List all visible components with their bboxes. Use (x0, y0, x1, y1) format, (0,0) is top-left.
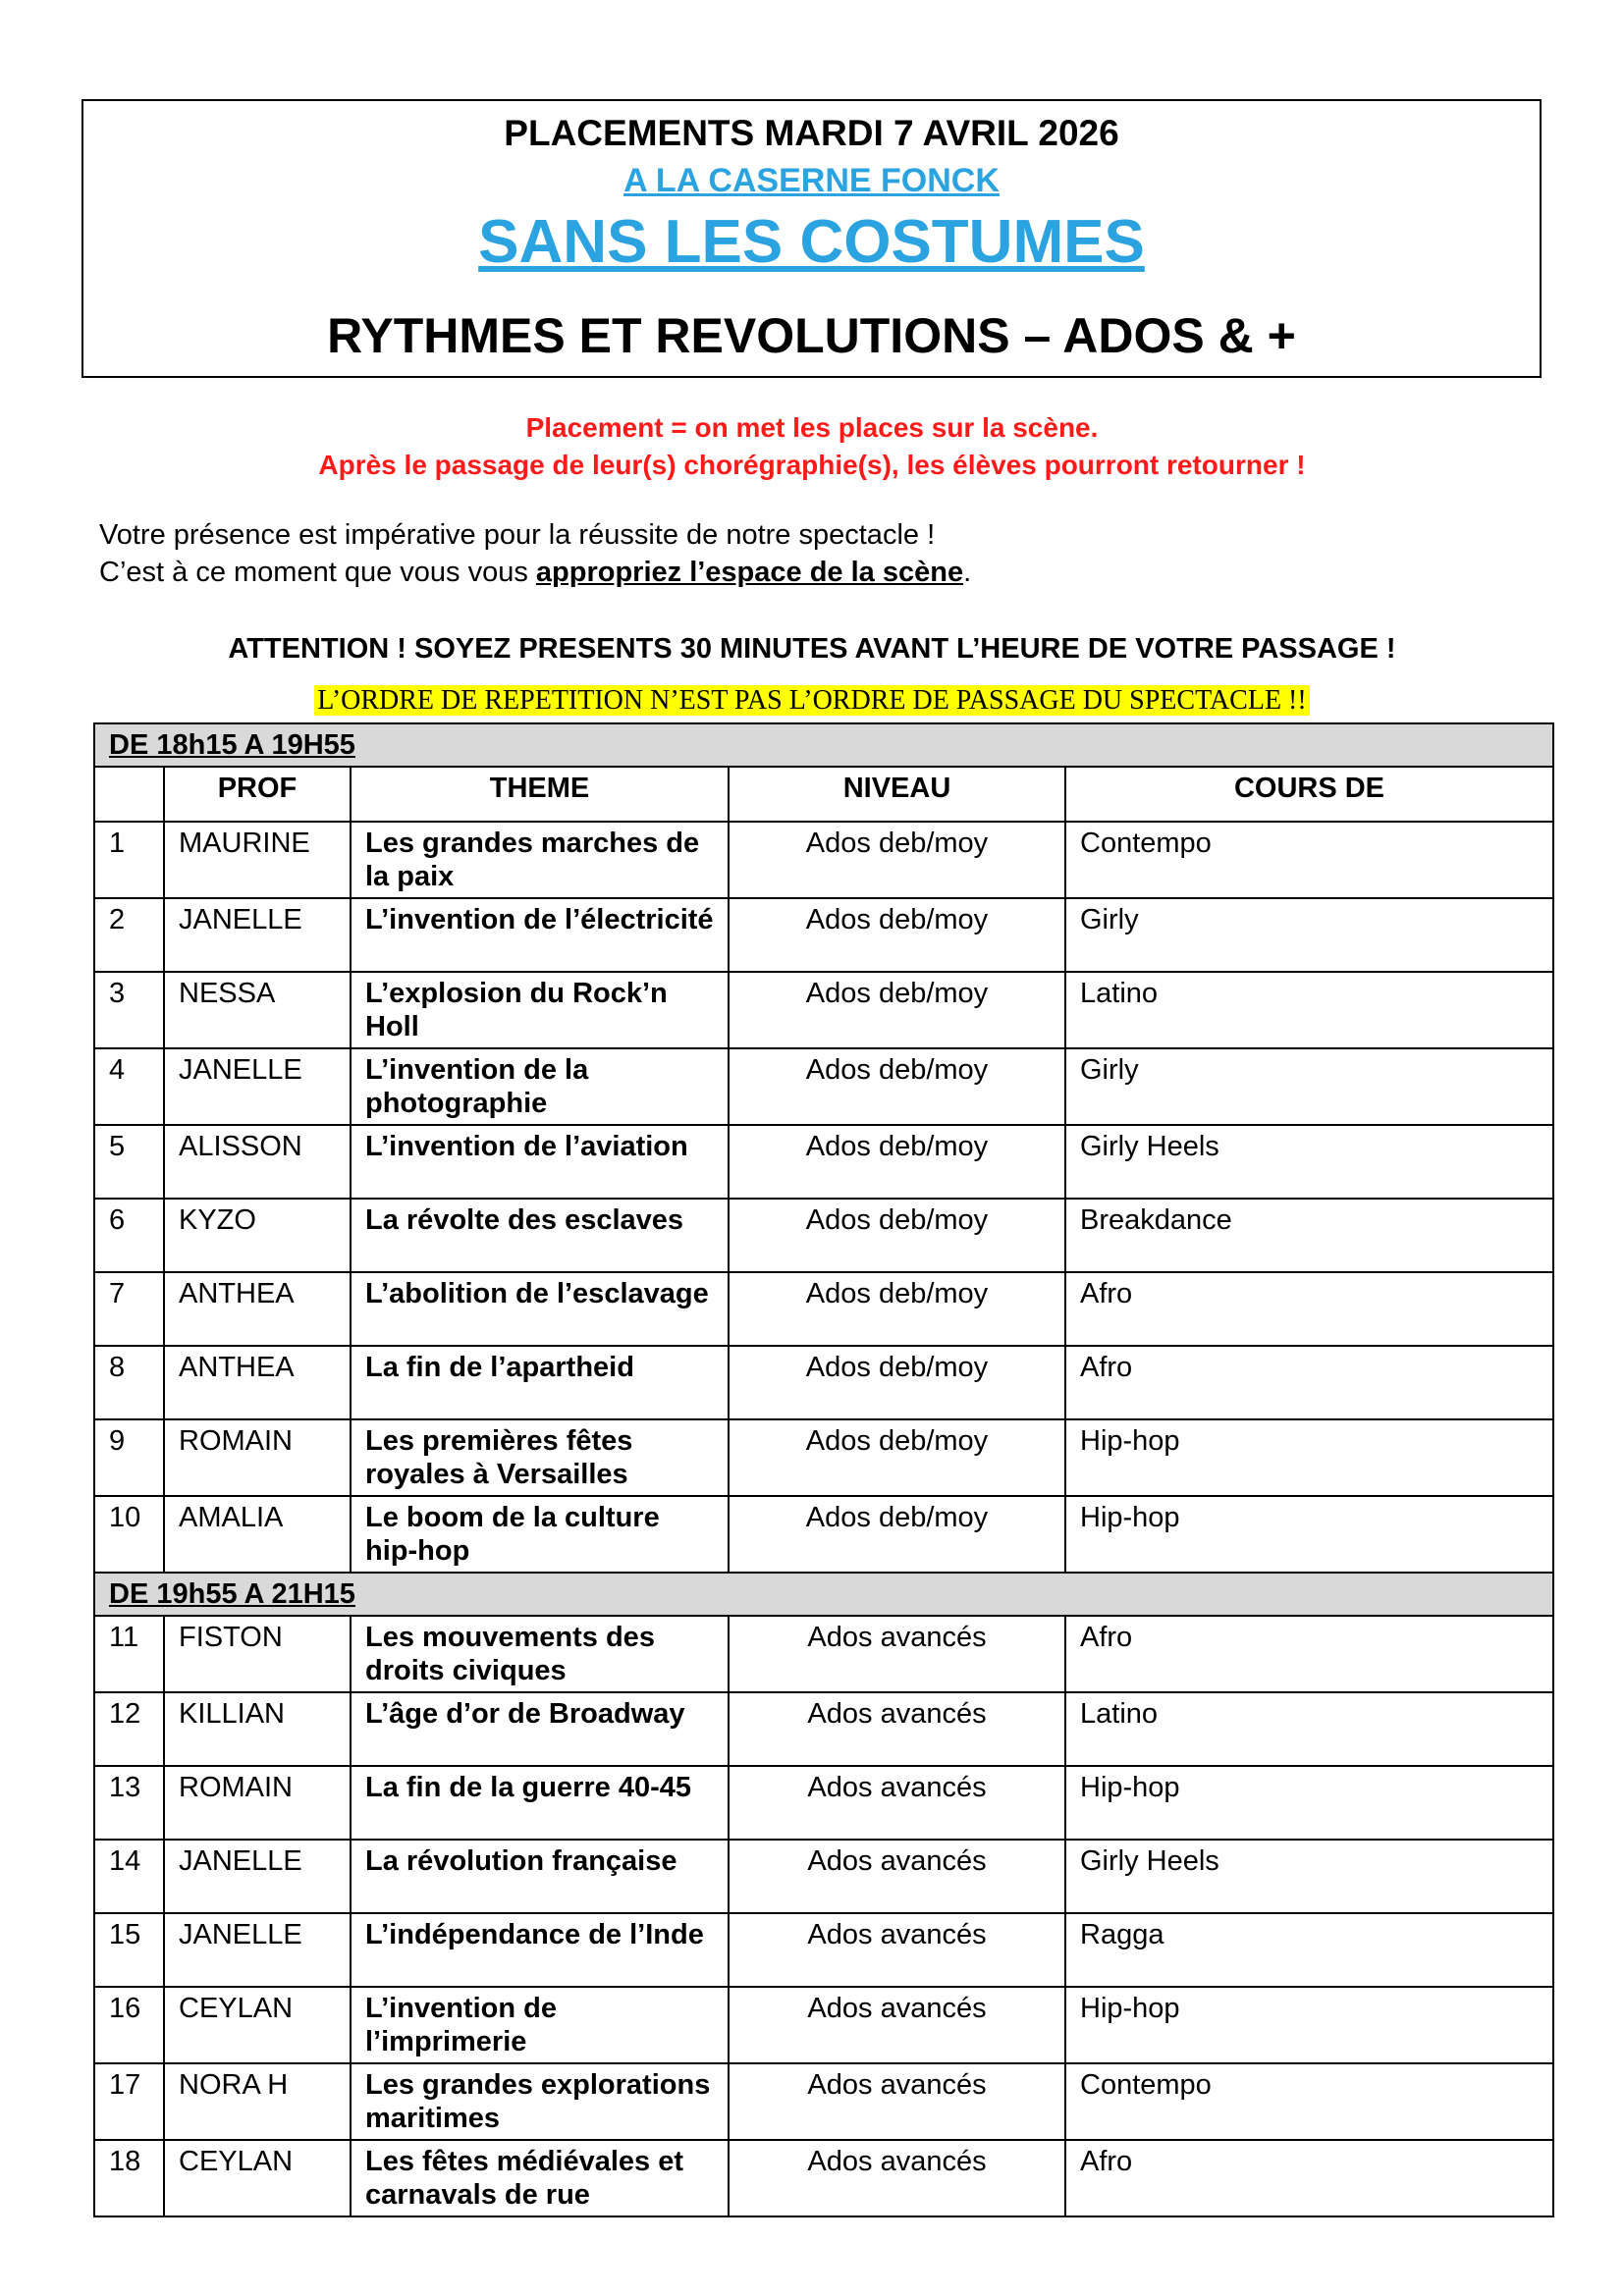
row-number: 10 (94, 1496, 164, 1573)
row-niveau: Ados avancés (729, 2063, 1065, 2140)
row-theme: L’indépendance de l’Inde (351, 1913, 729, 1987)
page-title: PLACEMENTS MARDI 7 AVRIL 2026 (504, 113, 1119, 153)
table-row (94, 1496, 1553, 1573)
intro-line-2-emphasis: appropriez l’espace de la scène (535, 557, 964, 588)
row-number: 13 (94, 1766, 164, 1840)
row-number: 1 (94, 822, 164, 898)
row-cours: Breakdance (1065, 1199, 1553, 1272)
row-theme: La fin de la guerre 40-45 (351, 1766, 729, 1840)
row-prof: KILLIAN (164, 1692, 351, 1766)
row-theme: L’explosion du Rock’n Holl (351, 972, 729, 1048)
row-niveau: Ados deb/moy (729, 972, 1065, 1048)
row-niveau: Ados avancés (729, 2140, 1065, 2216)
row-theme: L’âge d’or de Broadway (351, 1692, 729, 1766)
column-niveau: NIVEAU (729, 767, 1065, 822)
row-cours: Girly (1065, 898, 1553, 972)
row-number: 2 (94, 898, 164, 972)
table-row (94, 1199, 1553, 1272)
column-cours: COURS DE (1065, 767, 1553, 822)
intro-line-2-prefix: C’est à ce moment que vous vous (99, 557, 536, 588)
row-number: 12 (94, 1692, 164, 1766)
section-header-row (94, 1573, 1553, 1616)
row-theme: L’abolition de l’esclavage (351, 1272, 729, 1346)
row-number: 8 (94, 1346, 164, 1419)
attention-note: ATTENTION ! SOYEZ PRESENTS 30 MINUTES AVANT L’HEURE DE VOTRE PASSAGE ! (228, 633, 1396, 665)
row-cours: Afro (1065, 1616, 1553, 1692)
table-row (94, 1840, 1553, 1913)
row-theme: La révolte des esclaves (351, 1199, 729, 1272)
row-prof: ALISSON (164, 1125, 351, 1199)
column-prof: PROF (164, 767, 351, 822)
row-theme: L’invention de l’électricité (351, 898, 729, 972)
row-theme: L’invention de l’imprimerie (351, 1987, 729, 2063)
row-prof: JANELLE (164, 1913, 351, 1987)
row-number: 16 (94, 1987, 164, 2063)
row-theme: Les grandes marches de la paix (351, 822, 729, 898)
row-niveau: Ados deb/moy (729, 1419, 1065, 1496)
row-number: 14 (94, 1840, 164, 1913)
row-niveau: Ados deb/moy (729, 1496, 1065, 1573)
row-niveau: Ados deb/moy (729, 1272, 1065, 1346)
table-row (94, 1272, 1553, 1346)
row-cours: Ragga (1065, 1913, 1553, 1987)
row-theme: L’invention de la photographie (351, 1048, 729, 1125)
row-number: 9 (94, 1419, 164, 1496)
row-niveau: Ados avancés (729, 1987, 1065, 2063)
section-time-range: DE 18h15 A 19H55 (94, 723, 1553, 767)
row-prof: FISTON (164, 1616, 351, 1692)
column-header-row (94, 767, 1553, 822)
row-number: 7 (94, 1272, 164, 1346)
row-niveau: Ados avancés (729, 1616, 1065, 1692)
row-prof: JANELLE (164, 1048, 351, 1125)
row-number: 3 (94, 972, 164, 1048)
row-cours: Girly Heels (1065, 1125, 1553, 1199)
row-cours: Hip-hop (1065, 1766, 1553, 1840)
row-niveau: Ados deb/moy (729, 1199, 1065, 1272)
table-row (94, 2063, 1553, 2140)
return-note: Après le passage de leur(s) chorégraphie(s), les élèves pourront retourner ! (318, 450, 1306, 480)
row-prof: JANELLE (164, 1840, 351, 1913)
row-niveau: Ados avancés (729, 1692, 1065, 1766)
row-prof: MAURINE (164, 822, 351, 898)
row-number: 6 (94, 1199, 164, 1272)
row-number: 17 (94, 2063, 164, 2140)
warning-wrap (0, 685, 1624, 717)
row-theme: Les premières fêtes royales à Versailles (351, 1419, 729, 1496)
row-number: 4 (94, 1048, 164, 1125)
row-cours: Girly (1065, 1048, 1553, 1125)
row-cours: Afro (1065, 1272, 1553, 1346)
row-number: 5 (94, 1125, 164, 1199)
row-prof: NORA H (164, 2063, 351, 2140)
location-label: A LA CASERNE FONCK (623, 162, 1000, 199)
row-cours: Girly Heels (1065, 1840, 1553, 1913)
row-cours: Hip-hop (1065, 1419, 1553, 1496)
row-cours: Afro (1065, 1346, 1553, 1419)
row-theme: La fin de l’apartheid (351, 1346, 729, 1419)
row-niveau: Ados avancés (729, 1913, 1065, 1987)
table-row (94, 972, 1553, 1048)
column-theme: THEME (351, 767, 729, 822)
table-row (94, 1125, 1553, 1199)
table-row (94, 1346, 1553, 1419)
schedule-table (93, 722, 1554, 2217)
row-cours: Hip-hop (1065, 1496, 1553, 1573)
table-row (94, 1048, 1553, 1125)
row-theme: Les fêtes médiévales et carnavals de rue (351, 2140, 729, 2216)
row-theme: Les grandes explorations maritimes (351, 2063, 729, 2140)
row-theme: L’invention de l’aviation (351, 1125, 729, 1199)
row-number: 11 (94, 1616, 164, 1692)
row-niveau: Ados deb/moy (729, 1048, 1065, 1125)
costumes-label: SANS LES COSTUMES (478, 208, 1145, 276)
row-prof: NESSA (164, 972, 351, 1048)
row-cours: Afro (1065, 2140, 1553, 2216)
section-header-row (94, 723, 1553, 767)
table-row (94, 898, 1553, 972)
table-row (94, 1692, 1553, 1766)
row-theme: Les mouvements des droits civiques (351, 1616, 729, 1692)
column-num (94, 767, 164, 822)
table-row (94, 822, 1553, 898)
row-niveau: Ados avancés (729, 1766, 1065, 1840)
row-niveau: Ados deb/moy (729, 898, 1065, 972)
row-prof: CEYLAN (164, 2140, 351, 2216)
intro-line-2 (99, 557, 971, 589)
row-cours: Latino (1065, 1692, 1553, 1766)
row-prof: ROMAIN (164, 1766, 351, 1840)
table-row (94, 1766, 1553, 1840)
table-row (94, 1913, 1553, 1987)
show-title: RYTHMES ET REVOLUTIONS – ADOS & + (327, 308, 1296, 363)
row-cours: Hip-hop (1065, 1987, 1553, 2063)
table-row (94, 1616, 1553, 1692)
row-prof: KYZO (164, 1199, 351, 1272)
row-theme: La révolution française (351, 1840, 729, 1913)
row-number: 15 (94, 1913, 164, 1987)
order-warning: L’ORDRE DE REPETITION N’EST PAS L’ORDRE DE PASSAGE DU SPECTACLE !! (314, 685, 1309, 716)
row-niveau: Ados deb/moy (729, 1125, 1065, 1199)
row-niveau: Ados deb/moy (729, 822, 1065, 898)
row-prof: ROMAIN (164, 1419, 351, 1496)
row-cours: Contempo (1065, 822, 1553, 898)
row-number: 18 (94, 2140, 164, 2216)
table-row (94, 1419, 1553, 1496)
table-row (94, 2140, 1553, 2216)
row-prof: CEYLAN (164, 1987, 351, 2063)
row-prof: ANTHEA (164, 1346, 351, 1419)
header-box (81, 99, 1542, 378)
section-time-range: DE 19h55 A 21H15 (94, 1573, 1553, 1616)
row-prof: JANELLE (164, 898, 351, 972)
table-row (94, 1987, 1553, 2063)
row-prof: AMALIA (164, 1496, 351, 1573)
row-cours: Latino (1065, 972, 1553, 1048)
placement-note: Placement = on met les places sur la scène. (525, 412, 1099, 443)
row-prof: ANTHEA (164, 1272, 351, 1346)
intro-line-2-suffix: . (963, 557, 972, 588)
row-theme: Le boom de la culture hip-hop (351, 1496, 729, 1573)
row-cours: Contempo (1065, 2063, 1553, 2140)
row-niveau: Ados avancés (729, 1840, 1065, 1913)
schedule-body (94, 723, 1553, 2216)
intro-line-1: Votre présence est impérative pour la réussite de notre spectacle ! (99, 519, 936, 551)
row-niveau: Ados deb/moy (729, 1346, 1065, 1419)
